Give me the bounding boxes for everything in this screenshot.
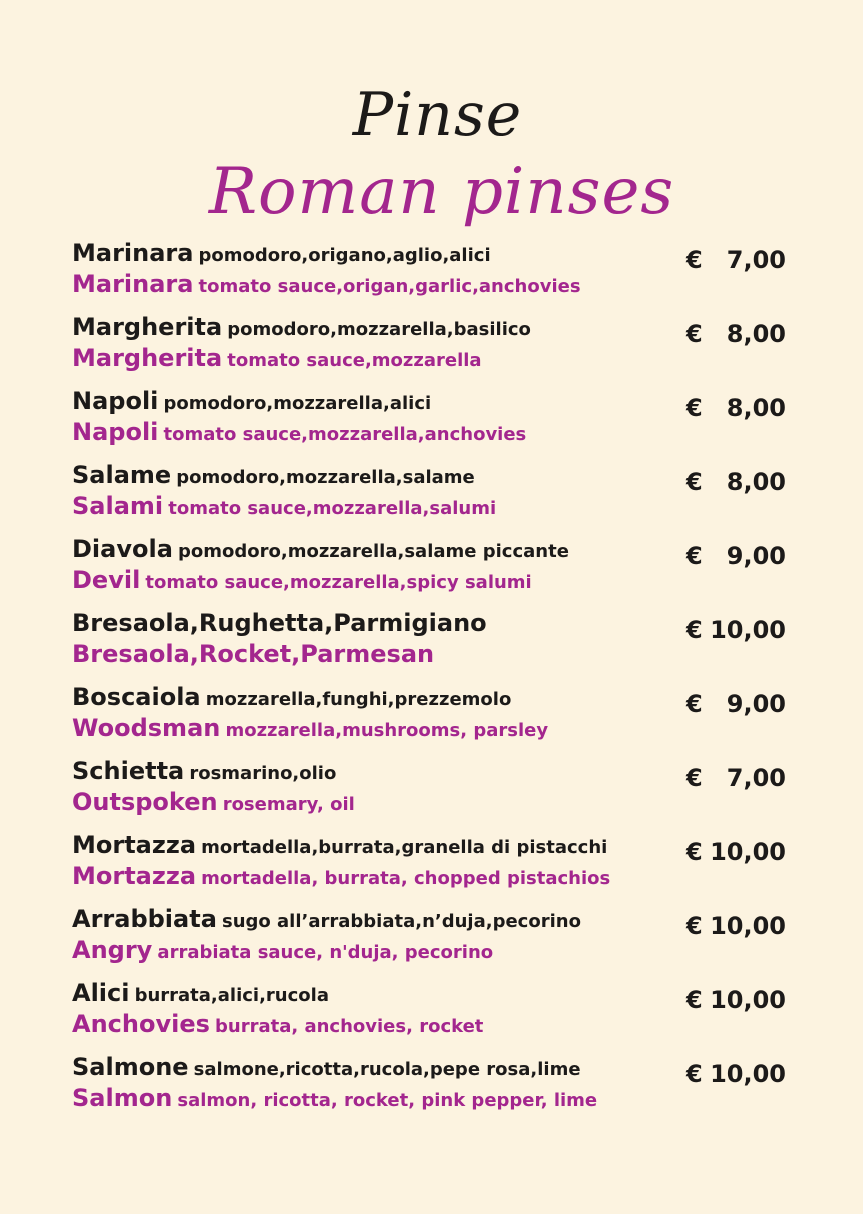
price-value: 8,00 [726,394,786,422]
currency-symbol: € [686,838,703,866]
item-price [686,985,786,1015]
item-price [686,911,786,941]
price-value: 10,00 [710,616,786,644]
item-desc-it: pomodoro,origano,aglio,alici [198,245,491,266]
price-value: 8,00 [726,320,786,348]
menu-item [72,386,802,460]
currency-symbol: € [686,912,703,940]
item-desc-en: tomato sauce,origan,garlic,anchovies [198,276,581,297]
currency-symbol: € [686,616,703,644]
page-subtitle: Roman pinses [208,155,675,229]
price-value: 10,00 [710,912,786,940]
item-price [686,319,786,349]
item-price [686,467,786,497]
item-name-it: Mortazza [72,831,197,859]
currency-symbol: € [686,542,703,570]
item-price [686,245,786,275]
item-desc-en: mozzarella,mushrooms, parsley [225,720,549,741]
item-price [686,763,786,793]
item-desc-en: tomato sauce,mozzarella,anchovies [163,424,527,445]
item-desc-it: pomodoro,mozzarella,basilico [227,319,531,340]
item-desc-it: pomodoro,mozzarella,salame [176,467,475,488]
item-name-en: Angry [72,936,153,964]
item-price [686,1059,786,1089]
menu-item [72,1052,802,1126]
currency-symbol: € [686,986,703,1014]
item-desc-it: sugo all’arrabbiata,n’duja,pecorino [221,911,581,932]
price-value: 10,00 [710,986,786,1014]
item-name-it: Diavola [72,535,173,563]
price-value: 9,00 [726,542,786,570]
item-desc-en: burrata, anchovies, rocket [215,1016,484,1037]
currency-symbol: € [686,1060,703,1088]
item-desc-it: pomodoro,mozzarella,salame piccante [178,541,569,562]
item-name-it: Salmone [72,1053,189,1081]
item-name-it: Margherita [72,313,223,341]
currency-symbol: € [686,320,703,348]
item-desc-it: pomodoro,mozzarella,alici [163,393,432,414]
item-desc-en: tomato sauce,mozzarella,salumi [168,498,497,519]
price-value: 7,00 [726,246,786,274]
price-value: 8,00 [726,468,786,496]
item-name-it: Salame [72,461,172,489]
item-price [686,393,786,423]
item-desc-en: tomato sauce,mozzarella,spicy salumi [145,572,532,593]
item-name-en: Bresaola,Rocket,Parmesan [72,640,435,668]
item-price [686,837,786,867]
item-price [686,615,786,645]
currency-symbol: € [686,394,703,422]
menu-item [72,682,802,756]
menu-item [72,312,802,386]
item-name-it: Schietta [72,757,185,785]
currency-symbol: € [686,246,703,274]
item-name-it: Napoli [72,387,159,415]
item-desc-it: mortadella,burrata,granella di pistacchi [201,837,608,858]
item-name-it: Bresaola,Rughetta,Parmigiano [72,609,487,637]
price-value: 7,00 [726,764,786,792]
item-desc-en: arrabiata sauce, n'duja, pecorino [157,942,494,963]
menu-item [72,534,802,608]
item-desc-it: rosmarino,olio [189,763,337,784]
price-value: 10,00 [710,1060,786,1088]
item-name-it: Marinara [72,239,194,267]
item-price [686,689,786,719]
item-price [686,541,786,571]
item-name-en: Salmon [72,1084,173,1112]
item-name-en: Margherita [72,344,223,372]
item-desc-en: tomato sauce,mozzarella [227,350,482,371]
menu-item [72,460,802,534]
item-desc-it: salmone,ricotta,rucola,pepe rosa,lime [193,1059,581,1080]
menu-list [72,238,802,1126]
item-name-it: Boscaiola [72,683,201,711]
menu-item [72,756,802,830]
menu-item [72,830,802,904]
item-name-en: Outspoken [72,788,218,816]
menu-item [72,978,802,1052]
currency-symbol: € [686,468,703,496]
item-name-en: Mortazza [72,862,197,890]
price-value: 10,00 [710,838,786,866]
currency-symbol: € [686,764,703,792]
item-name-it: Alici [72,979,130,1007]
item-name-en: Woodsman [72,714,221,742]
page-title: Pinse [352,80,523,150]
item-desc-en: mortadella, burrata, chopped pistachios [201,868,611,889]
item-name-en: Salami [72,492,164,520]
item-desc-en: salmon, ricotta, rocket, pink pepper, lime [177,1090,598,1111]
menu-item [72,608,802,682]
item-desc-it: mozzarella,funghi,prezzemolo [205,689,512,710]
item-name-en: Anchovies [72,1010,210,1038]
menu-item [72,238,802,312]
item-name-en: Marinara [72,270,194,298]
price-value: 9,00 [726,690,786,718]
currency-symbol: € [686,690,703,718]
menu-item [72,904,802,978]
item-name-it: Arrabbiata [72,905,217,933]
item-name-en: Devil [72,566,141,594]
item-name-en: Napoli [72,418,159,446]
item-desc-en: rosemary, oil [222,794,355,815]
item-desc-it: burrata,alici,rucola [134,985,329,1006]
